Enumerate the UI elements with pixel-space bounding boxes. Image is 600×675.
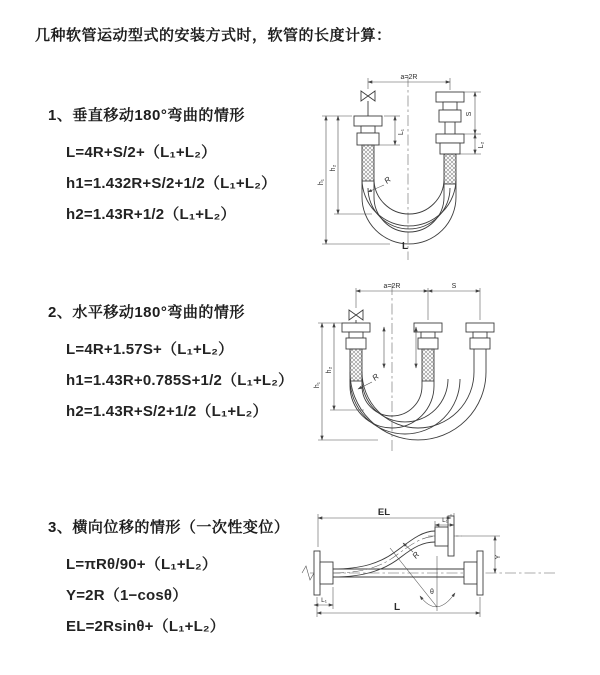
right-fitting: [436, 92, 464, 184]
formula-EL: EL=2Rsinθ+（L₁+L₂）: [66, 618, 225, 635]
dim-label-l: L: [393, 602, 401, 613]
s-curve-hose: [333, 531, 435, 577]
formula-h1: h1=1.432R+S/2+1/2（L₁+L₂）: [66, 175, 277, 192]
dim-label-y: Y: [495, 554, 502, 560]
left-fitting: [354, 116, 382, 181]
horizontal-u-bend-drawing: [306, 280, 600, 458]
formula-L: L=4R+S/2+（L₁+L₂）: [66, 144, 217, 161]
radius-label: R: [370, 371, 381, 383]
formula-h2: h2=1.43R+S/2+1/2（L₁+L₂）: [66, 403, 268, 420]
section2-formulas: [66, 334, 293, 427]
u-bend-hose: [350, 372, 486, 440]
dim-label-l1-bottom: L₁: [321, 597, 327, 604]
valve-icon: [361, 91, 375, 116]
dim-label-el: EL: [377, 507, 391, 518]
section-vertical-180: [48, 104, 276, 230]
left-fitting: [342, 323, 370, 381]
length-label: L: [401, 241, 409, 252]
diagram-horizontal-u-bend: [306, 280, 600, 458]
section2-heading: 2、水平移动180°弯曲的情形: [48, 304, 245, 321]
dim-label-l1: L₁: [398, 128, 405, 136]
formula-Y: Y=2R（1−cosθ）: [66, 587, 188, 604]
braided-hose-left: [350, 349, 362, 381]
dim-label-h1: h₁: [318, 178, 325, 186]
page-title: 几种软管运动型式的安装方式时，软管的长度计算：: [35, 27, 392, 44]
formula-L: L=πRθ/90+（L₁+L₂）: [66, 556, 218, 573]
radius-label: R: [410, 550, 422, 561]
braided-hose-right: [444, 154, 456, 184]
dim-label-h2: h₂: [330, 164, 337, 172]
radius-label: R: [382, 174, 393, 186]
formula-h2: h2=1.43R+1/2（L₁+L₂）: [66, 206, 236, 223]
braided-hose-middle: [422, 349, 434, 381]
dim-label-l2: L₂: [478, 141, 485, 149]
section3-heading: 3、横向位移的情形（一次性变位）: [48, 519, 290, 536]
section1-formulas: [66, 137, 276, 230]
dim-label-a2r: a=2R: [400, 74, 418, 81]
section-lateral-displacement: [48, 516, 289, 642]
dim-label-a2r: a=2R: [383, 283, 401, 290]
diagram-vertical-u-bend: [308, 66, 600, 268]
dim-label-s: S: [466, 111, 473, 117]
formula-h1: h1=1.43R+0.785S+1/2（L₁+L₂）: [66, 372, 294, 389]
left-fitting: [314, 551, 333, 595]
middle-fitting: [414, 323, 442, 381]
formula-L: L=4R+1.57S+（L₁+L₂）: [66, 341, 234, 358]
angle-label: θ: [430, 589, 434, 596]
dim-label-s: S: [451, 283, 457, 290]
valve-icon: [349, 310, 363, 323]
right-fitting: [464, 551, 483, 595]
dim-label-h2: h₂: [326, 366, 333, 374]
dim-label-h1: h₁: [314, 381, 321, 389]
dim-label-l1-top: L₁: [442, 517, 448, 524]
section3-formulas: [66, 549, 289, 642]
section1-heading: 1、垂直移动180°弯曲的情形: [48, 107, 245, 124]
section-horizontal-180: [48, 301, 293, 427]
diagram-lateral-displacement: [296, 503, 600, 645]
braided-hose-left: [362, 145, 374, 181]
vertical-u-bend-drawing: [308, 66, 600, 268]
right-fitting: [466, 323, 494, 372]
lateral-displacement-drawing: [296, 503, 600, 645]
